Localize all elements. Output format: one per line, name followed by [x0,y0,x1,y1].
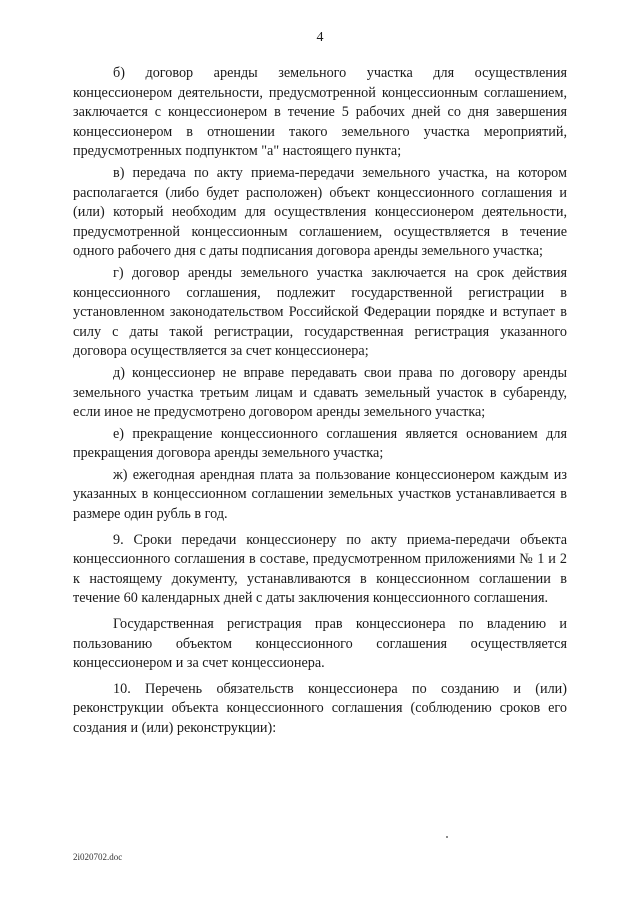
scan-dot [446,836,448,838]
paragraph-zh-annual-rent: ж) ежегодная арендная плата за пользование концессионером каждым из указанных в концессионном соглашении земельных участков устанавливается в размере один рубль в год. [73,466,567,523]
footer-file-name: 2i020702.doc [73,852,123,862]
paragraph-g-lease-term: г) договор аренды земельного участка заключается на срок действия концессионного соглашения, подлежит государственной регистрации в установленном законодательством Российской Федерации порядке и вступает в силу с даты такой регистрации, государственная регистрация указанного договора осуществляется за счет концессионера; [73,264,567,360]
document-body [73,64,567,741]
page-number: 4 [316,30,324,45]
paragraph-10-obligations-list: 10. Перечень обязательств концессионера по созданию и (или) реконструкции объекта концессионного соглашения (соблюдению сроков его создания и (или) реконструкции): [73,680,567,736]
paragraph-state-registration: Государственная регистрация прав концессионера по владению и пользованию объектом концессионного соглашения осуществляется концессионером и за счет концессионера. [73,616,567,672]
paragraph-9-transfer-terms: 9. Сроки передачи концессионеру по акту приема-передачи объекта концессионного соглашения в составе, предусмотренном приложениями № 1 и 2 к настоящему документу, устанавливаются в концессионном соглашении в течение 60 календарных дней с даты заключения концессионного соглашения. [73,531,567,607]
paragraph-v-land-transfer: в) передача по акту приема-передачи земельного участка, на котором располагается (либо будет расположен) объект концессионного соглашения и (или) который необходим для осуществления концессионером деятельности, предусмотренной концессионным соглашением, осуществляется в течение одного рабочего дня с даты подписания договора аренды земельного участка; [73,164,567,260]
paragraph-b-land-lease-agreement: б) договор аренды земельного участка для осуществления концессионером деятельности, предусмотренной концессионным соглашением, заключается с концессионером в течение 5 рабочих дней со дня завершения концессионером в отношении такого земельного участка мероприятий, предусмотренных подпунктом "а" настоящего пункта; [73,65,567,160]
paragraph-d-no-transfer-of-rights: д) концессионер не вправе передавать свои права по договору аренды земельного участка третьим лицам и сдавать земельный участок в субаренду, если иное не предусмотрено договором аренды земельного участка; [73,364,567,421]
paragraph-e-termination: е) прекращение концессионного соглашения является основанием для прекращения договора аренды земельного участка; [73,425,567,462]
